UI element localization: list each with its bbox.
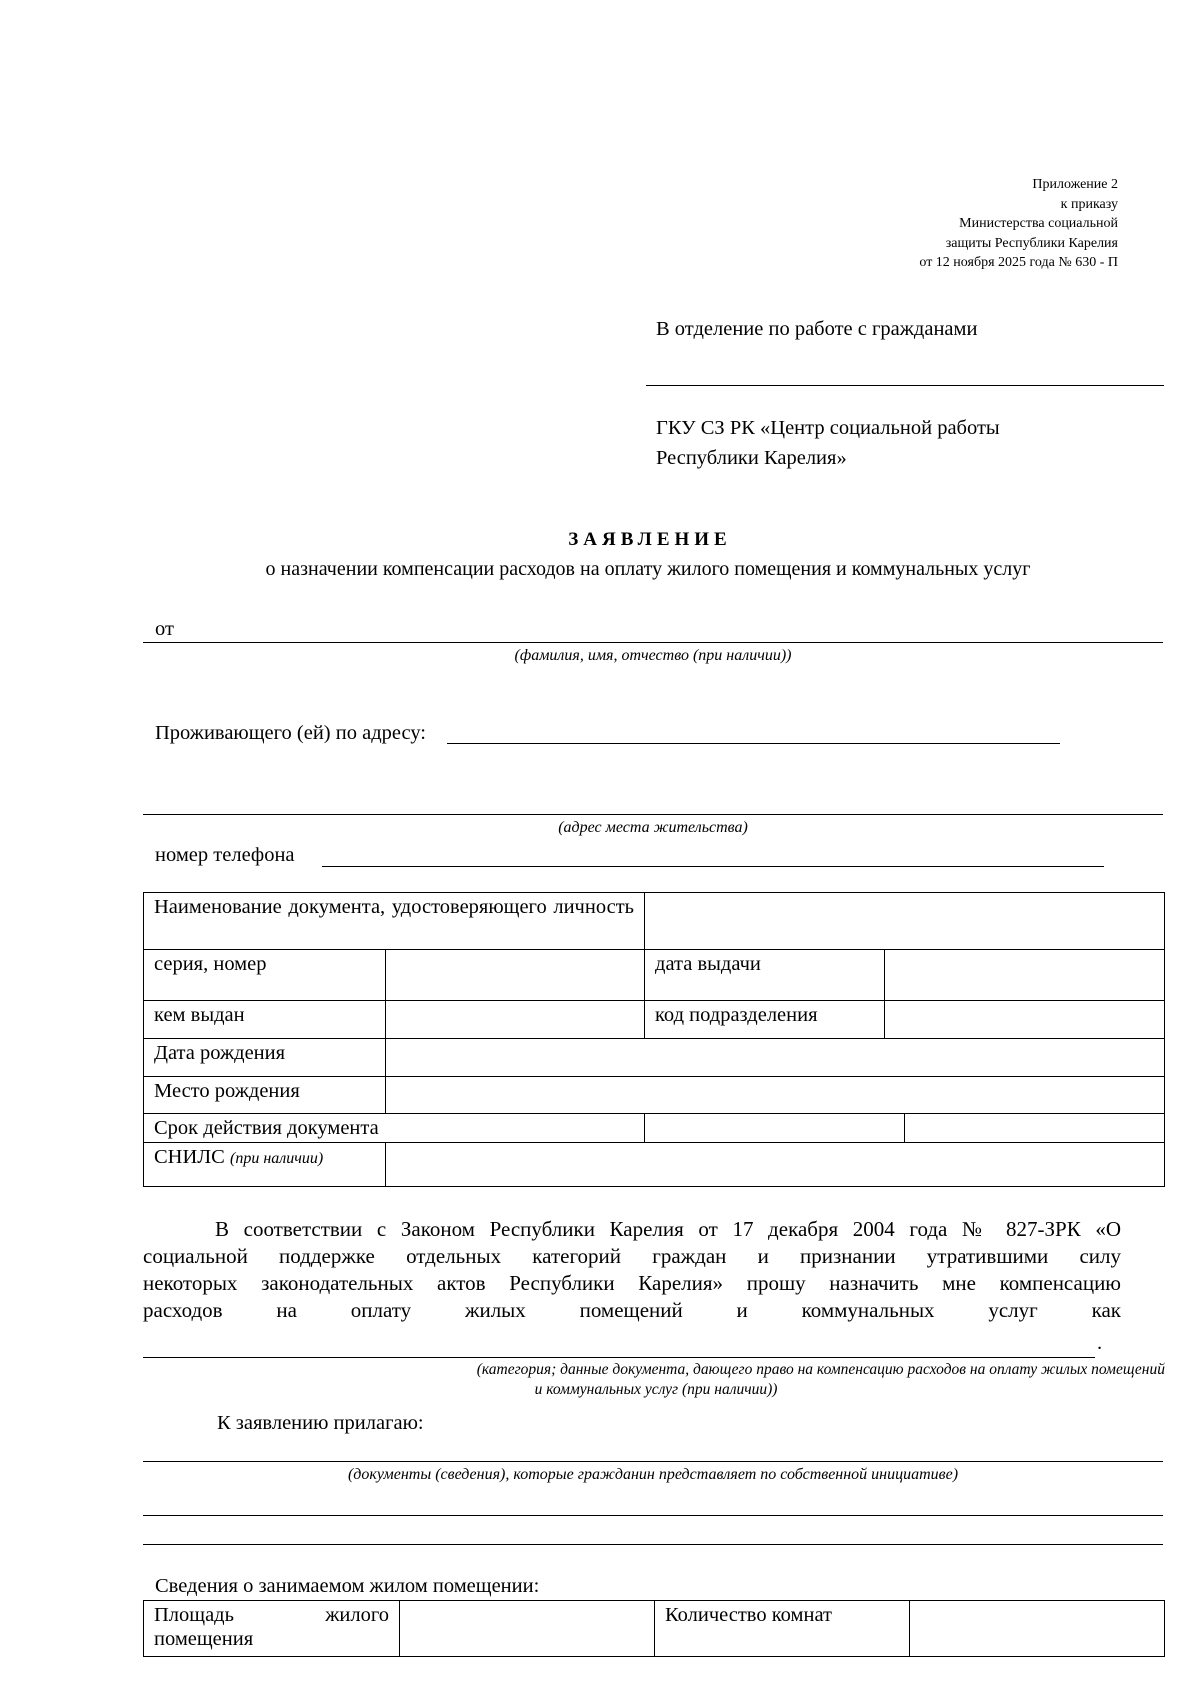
table-row (144, 1039, 1165, 1077)
validity-to-cell[interactable] (905, 1114, 1165, 1143)
address-caption: (адрес места жительства) (558, 819, 748, 836)
statement-period: . (1097, 1332, 1103, 1354)
issued-by-value-cell[interactable] (386, 1001, 645, 1039)
category-caption-line2: и коммунальных услуг (при наличии)) (534, 1381, 778, 1398)
statement-line: расходов на оплату жилых помещений и коммунальных услуг как (143, 1298, 1121, 1322)
addressee-line2: ГКУ СЗ РК «Центр социальной работы (656, 417, 1000, 439)
snils-label: СНИЛС (154, 1146, 225, 1168)
snils-note: (при наличии) (229, 1150, 324, 1167)
document-subtitle: о назначении компенсации расходов на оплату жилого помещения и коммунальных услуг (265, 558, 1031, 580)
attachments-caption: (документы (сведения), которые гражданин представляет по собственной инициативе) (347, 1466, 959, 1483)
snils-value-cell[interactable] (386, 1143, 1165, 1187)
statement-line: В соответствии с Законом Республики Карелия от 17 декабря 2004 года № 827-ЗРК «О (215, 1217, 1121, 1241)
issued-by-label: кем выдан (144, 1001, 386, 1039)
doc-name-label: Наименование документа, удостоверяющего личность (154, 896, 635, 918)
division-code-label: код подразделения (645, 1001, 885, 1039)
validity-from-cell[interactable] (645, 1114, 905, 1143)
table-row (144, 1001, 1165, 1039)
series-label: серия, номер (144, 950, 386, 1001)
table-row (144, 1601, 1165, 1657)
name-field-line[interactable] (143, 642, 1163, 643)
from-label: от (155, 618, 174, 640)
addressee-line1: В отделение по работе с гражданами (656, 318, 978, 340)
attachments-field-line-3[interactable] (143, 1544, 1163, 1545)
appendix-line: от 12 ноября 2025 года № 630 - П (919, 255, 1118, 270)
appendix-line: защиты Республики Карелия (945, 235, 1118, 251)
attachments-field-line[interactable] (143, 1461, 1163, 1462)
appendix-line: Министерства социальной (959, 216, 1118, 231)
appendix-line: Приложение 2 (1032, 177, 1118, 192)
snils-label-cell (144, 1143, 386, 1187)
statement-paragraph (143, 1216, 1121, 1324)
issue-date-value-cell[interactable] (885, 950, 1165, 1001)
attachments-label: К заявлению прилагаю: (217, 1412, 424, 1434)
rooms-label: Количество комнат (655, 1601, 910, 1657)
address-field-line-2[interactable] (143, 814, 1163, 815)
phone-field-line[interactable] (322, 866, 1104, 867)
area-label: Площадь жилого помещения (154, 1604, 389, 1650)
name-caption: (фамилия, имя, отчество (при наличии)) (514, 647, 792, 664)
address-label: Проживающего (ей) по адресу: (155, 722, 426, 744)
table-row (144, 1077, 1165, 1114)
birth-place-value-cell[interactable] (386, 1077, 1165, 1114)
addressee-line3: Республики Карелия» (656, 447, 847, 469)
table-row (144, 1114, 1165, 1143)
rooms-value-cell[interactable] (910, 1601, 1165, 1657)
phone-label: номер телефона (155, 844, 295, 866)
appendix-block (780, 175, 1118, 273)
housing-table (143, 1600, 1165, 1657)
statement-line: социальной поддержке отдельных категорий граждан и признании утратившими силу (143, 1244, 1121, 1268)
area-label-cell (144, 1601, 400, 1657)
id-document-table (143, 892, 1165, 1187)
issue-date-label: дата выдачи (645, 950, 885, 1001)
category-caption (143, 1360, 1169, 1400)
category-field-line[interactable] (143, 1357, 1095, 1358)
address-field-line[interactable] (447, 743, 1060, 744)
division-code-value-cell[interactable] (885, 1001, 1165, 1039)
housing-label: Сведения о занимаемом жилом помещении: (155, 1575, 540, 1597)
table-row (144, 950, 1165, 1001)
document-title: ЗАЯВЛЕНИЕ (568, 529, 732, 550)
table-row (144, 893, 1165, 950)
appendix-line: к приказу (1060, 196, 1118, 212)
birth-date-label: Дата рождения (144, 1039, 386, 1077)
attachments-field-line-2[interactable] (143, 1515, 1163, 1516)
statement-line: некоторых законодательных актов Республики Карелия» прошу назначить мне компенсацию (143, 1271, 1121, 1295)
category-caption-line1: (категория; данные документа, дающего право на компенсацию расходов на оплату жилых помещений (476, 1361, 1165, 1378)
doc-name-label-cell (144, 893, 645, 950)
table-row (144, 1143, 1165, 1187)
series-value-cell[interactable] (386, 950, 645, 1001)
area-value-cell[interactable] (400, 1601, 655, 1657)
birth-place-label: Место рождения (144, 1077, 386, 1114)
birth-date-value-cell[interactable] (386, 1039, 1165, 1077)
addressee-blank-line[interactable] (646, 385, 1164, 386)
doc-name-value-cell[interactable] (645, 893, 1165, 950)
validity-label: Срок действия документа (144, 1114, 645, 1143)
